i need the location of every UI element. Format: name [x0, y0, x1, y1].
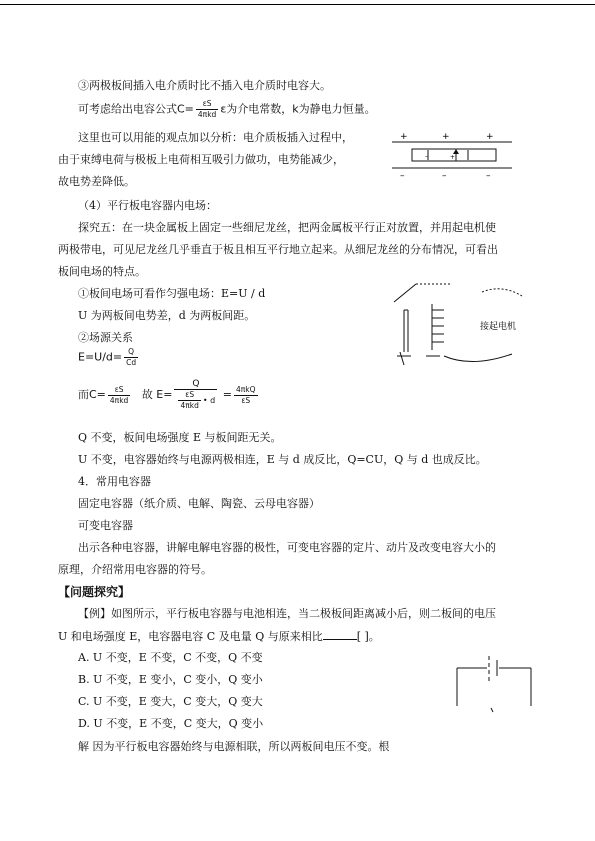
option-c: C. U 不变，E 变大，C 变大，Q 变大 [78, 695, 263, 708]
example-text: 【例】如图所示，平行板电容器与电池相连，当二极板间距离减小后，则二板间的电压 [78, 607, 496, 620]
text-line: ③两极板间插入电介质时比不插入电介质时电容大。 [78, 79, 331, 92]
page-top-rule [0, 4, 595, 5]
option-d: D. U 不变，E 不变，C 变大，Q 变小 [78, 717, 264, 730]
machine-label: 接起电机 [480, 322, 517, 332]
solution-text: 解 因为平行板电容器始终与电源相联，所以两板间电压不变。根 [78, 740, 390, 753]
text-line: 两极带电，可见尼龙丝几乎垂直于板且相互平行地立起来。从细尼龙丝的分布情况，可看出 [58, 243, 498, 256]
answer-blank [323, 629, 357, 640]
option-a: A. U 不变，E 不变，C 不变，Q 不变 [78, 651, 263, 664]
text-line: ①板间电场可看作匀强电场：E=U / d [78, 287, 266, 300]
text-line: 4．常用电容器 [78, 475, 151, 488]
formula-derivation: 而C= $\frac{\varepsilon S}{\text{4πkd}}$ 故 E= Q $\frac{\varepsilon S}{\text{4πkd}}$ • d = $\frac{\text{4πkQ}}{\varepsilon S}$ [78, 379, 256, 410]
plus-sign: + [450, 154, 456, 161]
text-line: ②场源关系 [78, 331, 133, 344]
example-text: U 和电场强度 E，电容器电容 C 及电量 Q 与原来相比 [ ]。 [58, 630, 380, 643]
nylon-thread-figure [392, 280, 542, 370]
capacitor-circuit-figure [455, 654, 535, 714]
minus-sign: – [425, 153, 428, 160]
text-line: 由于束缚电荷与极板上电荷相互吸引力做功，电势能减少， [58, 153, 344, 166]
text-line: 这里也可以用能的观点加以分析：电介质板插入过程中， [78, 131, 353, 144]
subheading: （4）平行板电容器内电场： [78, 199, 217, 212]
minus-sign: – [442, 171, 447, 181]
formula-field-source: E=U/d= $\frac{Q}{Cd}$ [78, 347, 137, 367]
text-line: 故电势差降低。 [58, 175, 135, 188]
text-line: Q 不变，板间电场强度 E 与板间距无关。 [78, 431, 282, 444]
text-line: 出示各种电容器，讲解电解电容器的极性，可变电容器的定片、动片及改变电容大小的 [78, 541, 496, 554]
minus-sign: – [486, 171, 491, 181]
text-line: U 为两板间电势差，d 为两板间距。 [78, 309, 256, 322]
option-b: B. U 不变，E 变小，C 变小，Q 变小 [78, 673, 263, 686]
text-line: 板间电场的特点。 [58, 265, 146, 278]
text-line: 探究五：在一块金属板上固定一些细尼龙丝，把两金属板平行正对放置，并用起电机使 [78, 221, 496, 234]
text-line: 可变电容器 [78, 519, 133, 532]
plus-sign: + [486, 132, 494, 142]
dielectric-figure [390, 132, 520, 180]
text-line: U 不变，电容器始终与电源两极相连，E 与 d 成反比，Q=CU，Q 与 d 也成反比。 [78, 453, 487, 466]
text-line: 原理，介绍常用电容器的符号。 [58, 563, 212, 576]
plus-sign: + [400, 132, 408, 142]
minus-sign: – [400, 171, 405, 181]
section-heading: 【问题探究】 [58, 585, 131, 599]
plus-sign: + [442, 132, 450, 142]
formula-capacitance: 可考虑给出电容公式C= $\frac{\varepsilon S}{\text{4πkd}}$ ε为介电常数，k为静电力恒量。 [78, 99, 376, 119]
text-line: 固定电容器（纸介质、电解、陶瓷、云母电容器） [78, 497, 320, 510]
